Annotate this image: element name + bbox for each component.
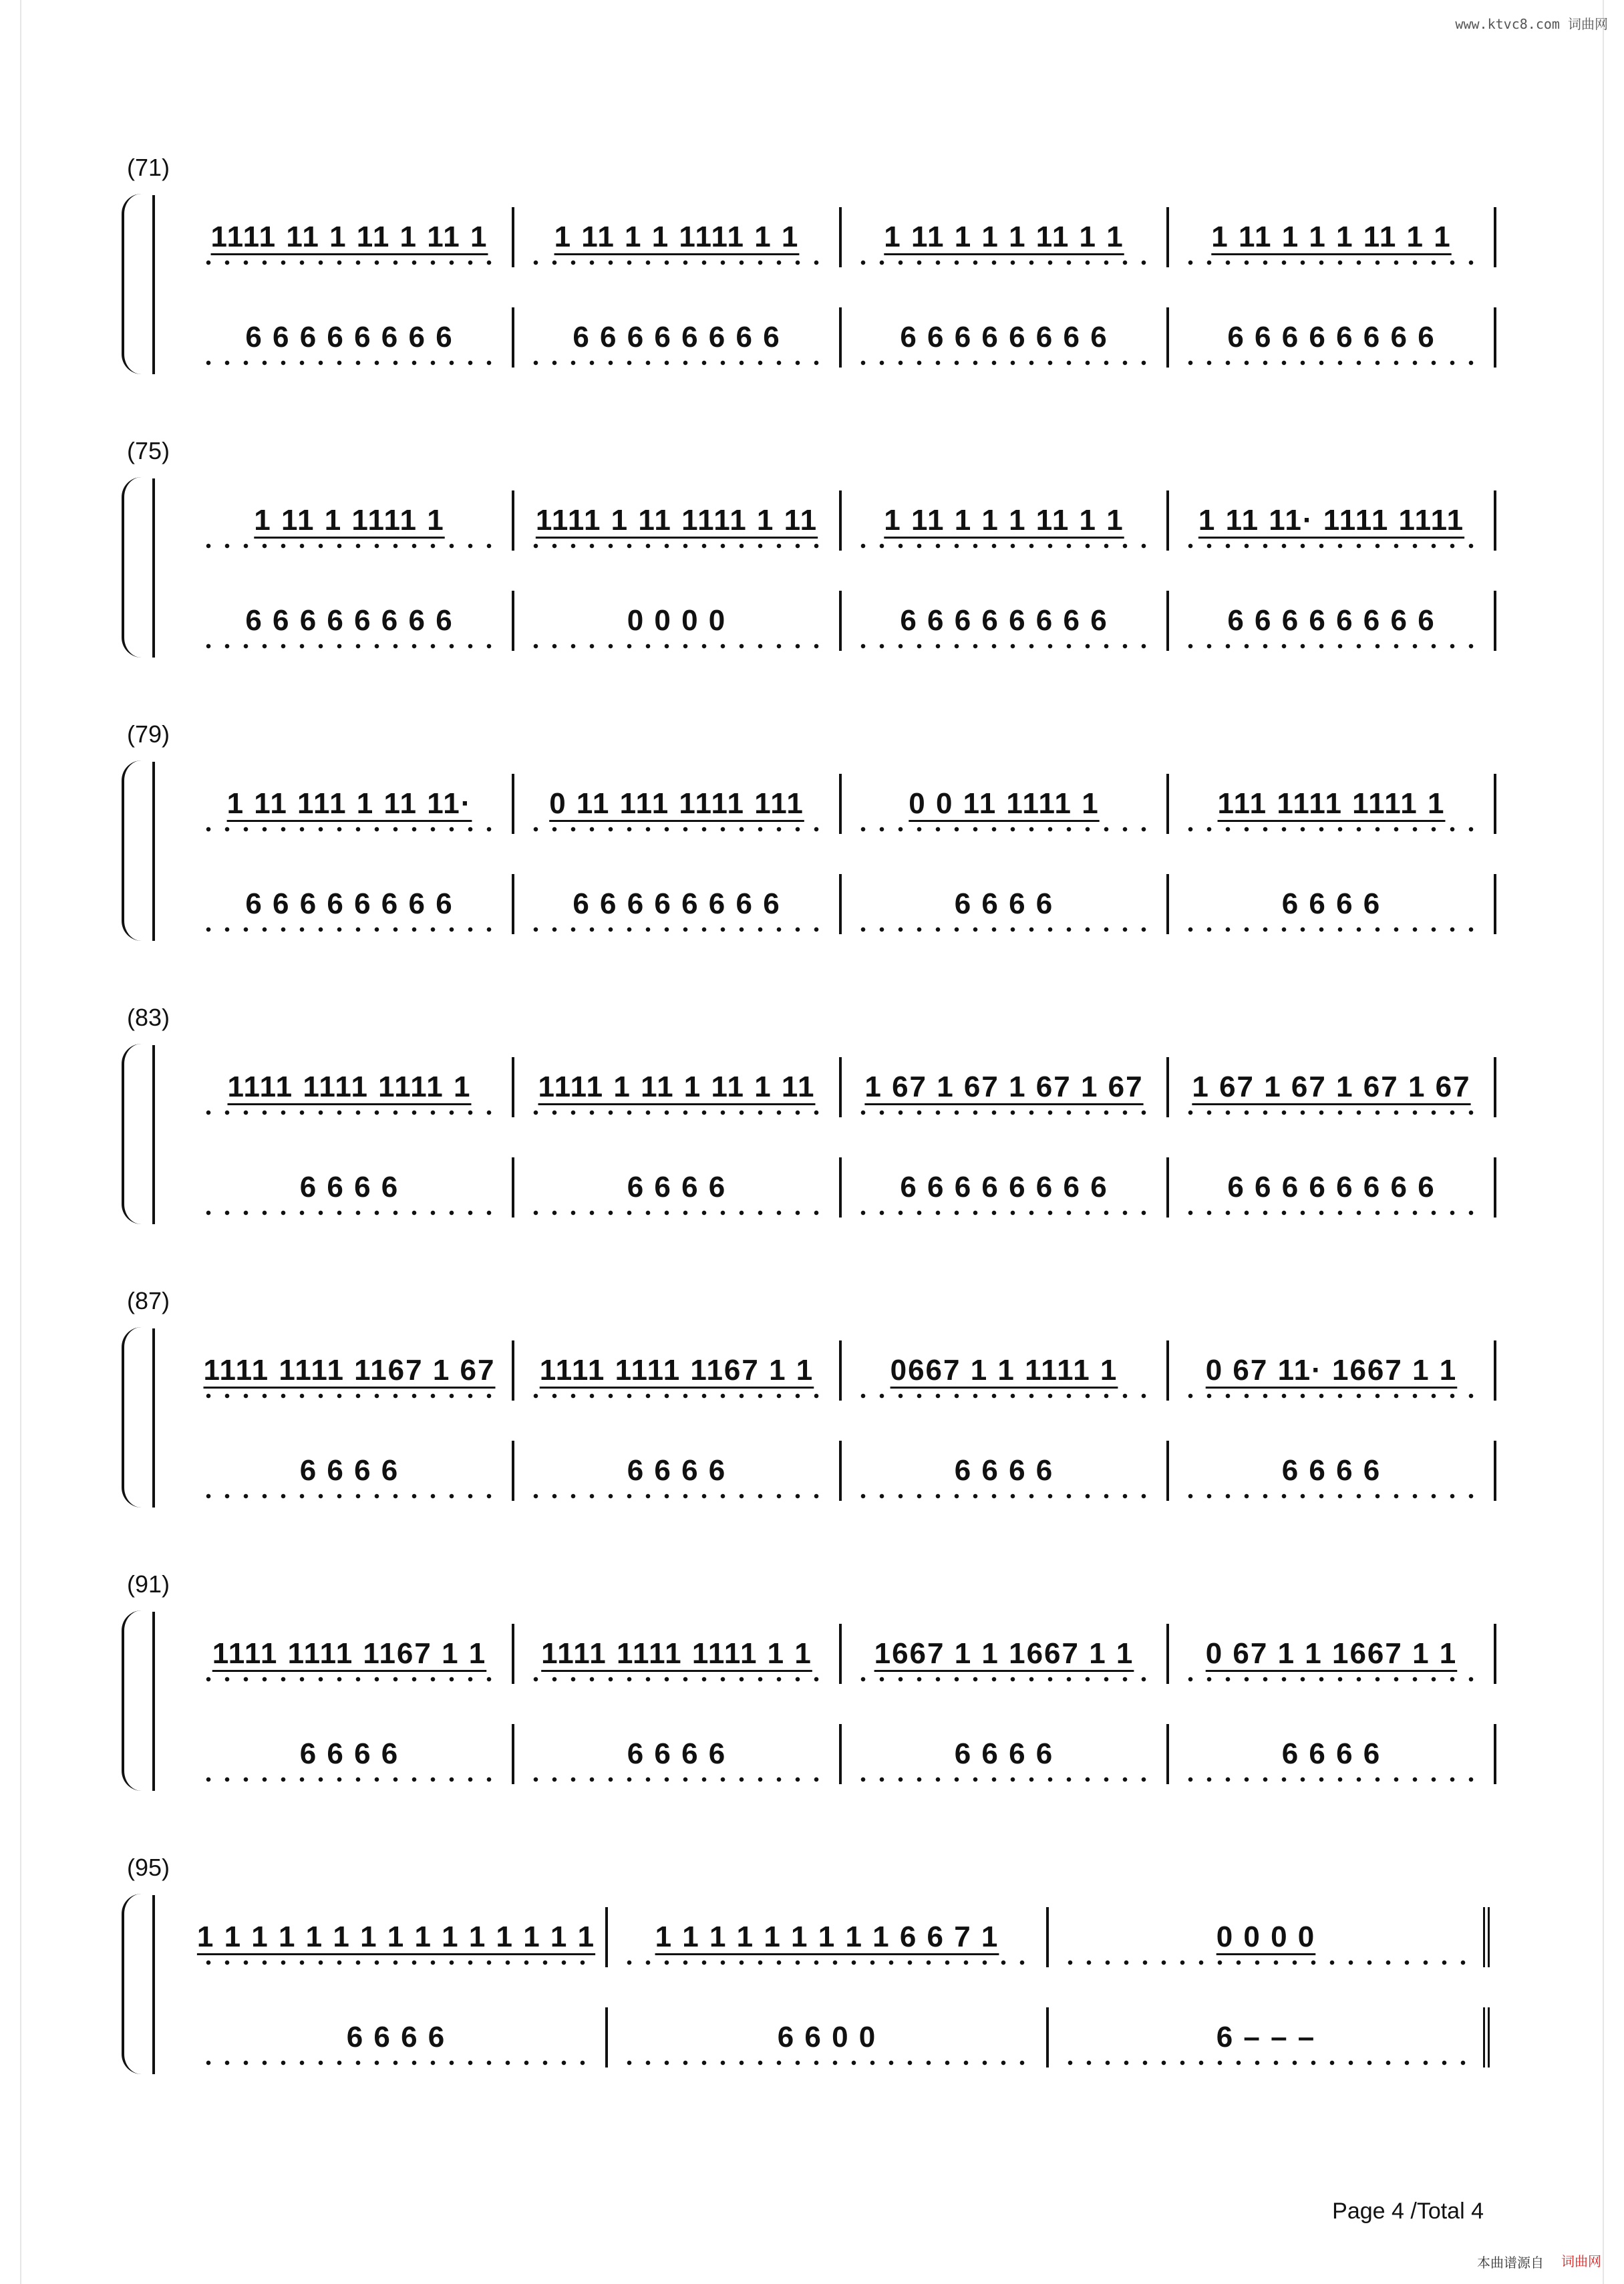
notes: 6 6 6 6 6 6 6 6: [245, 604, 454, 637]
measure: [608, 1907, 1049, 1967]
measure: [187, 1157, 514, 1218]
notes: 0 11 111 1111 111: [549, 787, 804, 820]
notes: 6 6 6 6 6 6 6 6: [900, 604, 1108, 637]
measure: [187, 591, 514, 651]
score-system: [127, 1570, 1503, 1791]
measure: [514, 1624, 842, 1684]
measure: [187, 207, 514, 267]
measure: [1169, 874, 1496, 934]
notes: 6 6 6 6: [1281, 887, 1382, 920]
octave-dots: [850, 259, 1158, 266]
octave-dots: [616, 2059, 1038, 2066]
measure: [842, 774, 1169, 834]
measure-number: (95): [127, 1854, 170, 1881]
notes: 6 6 6 6: [346, 2021, 446, 2053]
staff-brace: [122, 1044, 144, 1224]
notes: 6 6 6 6 6 6 6 6: [573, 321, 781, 353]
octave-dots: [850, 1676, 1158, 1683]
measure: [514, 1057, 842, 1117]
measure-number: (75): [127, 437, 170, 464]
staff-brace: [122, 760, 144, 941]
octave-dots: [850, 1493, 1158, 1500]
measure: [514, 874, 842, 934]
octave-dots: [522, 259, 831, 266]
lower-staff: [187, 307, 1496, 368]
octave-dots: [1177, 543, 1486, 549]
notes: 6 6 6 6: [299, 1737, 399, 1770]
notes: 1111 1111 1167 1 1: [212, 1637, 487, 1670]
measure: [514, 1441, 842, 1501]
octave-dots: [1057, 2059, 1475, 2066]
staff-brace: [122, 1327, 144, 1508]
measure: [842, 307, 1169, 368]
notes: 1 11 1 1111 1: [254, 504, 445, 537]
octave-dots: [850, 543, 1158, 549]
notes: 1111 1111 1111 1 1: [541, 1637, 812, 1670]
octave-dots: [1057, 1959, 1475, 1966]
measure-number: (87): [127, 1287, 170, 1314]
staff-brace: [122, 477, 144, 658]
notes: 0 0 11 1111 1: [909, 787, 1100, 820]
notes: 6 6 6 6 6 6 6 6: [1227, 604, 1436, 637]
notes: 0 67 1 1 1667 1 1: [1205, 1637, 1458, 1670]
notes: 6 6 6 6: [954, 1737, 1054, 1770]
notes: 6 6 6 6 6 6 6 6: [1227, 321, 1436, 353]
measure: [514, 1340, 842, 1401]
octave-dots: [522, 643, 831, 650]
octave-dots: [1177, 826, 1486, 833]
measure: [514, 774, 842, 834]
staff-brace: [122, 1610, 144, 1791]
octave-dots: [195, 826, 504, 833]
upper-staff: [187, 1057, 1496, 1117]
upper-staff: [187, 1624, 1496, 1684]
notes: 6 6 6 6 6 6 6 6: [573, 887, 781, 920]
system-barline-start: [152, 1328, 155, 1508]
notes: 6 6 6 6 6 6 6 6: [245, 887, 454, 920]
octave-dots: [195, 360, 504, 366]
notes: 0 67 11· 1667 1 1: [1205, 1354, 1458, 1387]
octave-dots: [850, 1109, 1158, 1116]
notes: 6 6 6 6 6 6 6 6: [245, 321, 454, 353]
notes: 6 6 6 6: [1281, 1737, 1382, 1770]
octave-dots: [195, 259, 504, 266]
notes: 1 67 1 67 1 67 1 67: [1192, 1070, 1471, 1103]
octave-dots: [616, 1959, 1038, 1966]
measure: [1049, 1907, 1490, 1967]
notes: 1111 1111 1111 1: [227, 1070, 472, 1103]
upper-staff: [187, 774, 1496, 834]
octave-dots: [850, 826, 1158, 833]
octave-dots: [1177, 643, 1486, 650]
octave-dots: [195, 643, 504, 650]
octave-dots: [850, 1393, 1158, 1399]
measure: [514, 591, 842, 651]
source-note: 本曲谱源自: [1477, 2256, 1544, 2271]
notes: 1 11 1 1 1 11 1 1: [884, 504, 1124, 537]
measure: [1169, 1057, 1496, 1117]
notes: 6 6 6 6: [954, 887, 1054, 920]
measure: [1169, 591, 1496, 651]
notes: 6 6 6 6: [299, 1454, 399, 1487]
system-barline-start: [152, 478, 155, 658]
measure: [1169, 1340, 1496, 1401]
lower-staff: [187, 1724, 1496, 1784]
score-system: [127, 1854, 1503, 2074]
upper-staff: [187, 490, 1496, 551]
measure: [842, 490, 1169, 551]
octave-dots: [1177, 1776, 1486, 1783]
system-barline-start: [152, 762, 155, 941]
notes: 6 6 6 6: [954, 1454, 1054, 1487]
octave-dots: [1177, 1209, 1486, 1216]
page-indicator: Page 4 /Total 4: [1332, 2198, 1484, 2224]
measure-number: (83): [127, 1004, 170, 1031]
measure: [187, 1441, 514, 1501]
measure: [842, 591, 1169, 651]
measure: [514, 207, 842, 267]
notes: 6 6 6 6: [627, 1737, 727, 1770]
measure: [1169, 207, 1496, 267]
score-system: [127, 720, 1503, 941]
octave-dots: [522, 360, 831, 366]
notes: 6 6 6 6: [627, 1454, 727, 1487]
notes: 6 6 6 6: [1281, 1454, 1382, 1487]
octave-dots: [522, 1393, 831, 1399]
upper-staff: [187, 207, 1496, 267]
measure: [187, 774, 514, 834]
upper-staff: [187, 1907, 1496, 1967]
notes: 1 1 1 1 1 1 1 1 1 1 1 1 1 1 1: [196, 1920, 596, 1953]
notes: 1 67 1 67 1 67 1 67: [864, 1070, 1144, 1103]
notes: 1 11 111 1 11 11·: [226, 787, 472, 820]
lower-staff: [187, 2007, 1496, 2067]
measure: [842, 207, 1169, 267]
measure: [842, 874, 1169, 934]
octave-dots: [1177, 926, 1486, 933]
notes: 0667 1 1 1111 1: [890, 1354, 1118, 1387]
octave-dots: [1177, 1393, 1486, 1399]
score-system: [127, 154, 1503, 374]
notes: 1 11 1 1 1 11 1 1: [1211, 221, 1452, 253]
octave-dots: [522, 926, 831, 933]
notes: 1 11 1 1 1 11 1 1: [884, 221, 1124, 253]
measure: [842, 1624, 1169, 1684]
octave-dots: [195, 1959, 597, 1966]
measure: [187, 307, 514, 368]
measure: [187, 874, 514, 934]
measure: [187, 1340, 514, 1401]
lower-staff: [187, 591, 1496, 651]
octave-dots: [195, 543, 504, 549]
system-barline-start: [152, 1045, 155, 1224]
measure: [1169, 1724, 1496, 1784]
measure: [514, 1157, 842, 1218]
measure: [514, 307, 842, 368]
notes: 1 11 11· 1111 1111: [1198, 504, 1465, 537]
octave-dots: [522, 543, 831, 549]
octave-dots: [1177, 1493, 1486, 1500]
octave-dots: [195, 2059, 597, 2066]
notes: 1667 1 1 1667 1 1: [874, 1637, 1134, 1670]
notes: 111 1111 1111 1: [1217, 787, 1446, 820]
octave-dots: [195, 1393, 504, 1399]
octave-dots: [522, 1676, 831, 1683]
measure: [1169, 307, 1496, 368]
octave-dots: [195, 1676, 504, 1683]
notes: 1111 1 11 1 11 1 11: [538, 1070, 816, 1103]
lower-staff: [187, 874, 1496, 934]
octave-dots: [195, 926, 504, 933]
notes: 1111 11 1 11 1 11 1: [210, 221, 488, 253]
notes: 0 0 0 0: [627, 604, 727, 637]
notes: 1 11 1 1 1111 1 1: [554, 221, 800, 253]
system-barline-start: [152, 195, 155, 374]
measure: [187, 1907, 608, 1967]
system-barline-start: [152, 1895, 155, 2074]
notes: 6 6 0 0: [777, 2021, 877, 2053]
notes: 1111 1 11 1111 1 11: [535, 504, 818, 537]
notes: 0 0 0 0: [1216, 1920, 1316, 1953]
score-system: [127, 1004, 1503, 1224]
octave-dots: [1177, 1109, 1486, 1116]
lower-staff: [187, 1157, 1496, 1218]
measure: [1169, 1157, 1496, 1218]
octave-dots: [850, 926, 1158, 933]
octave-dots: [1177, 259, 1486, 266]
octave-dots: [1177, 1676, 1486, 1683]
octave-dots: [850, 1776, 1158, 1783]
measure: [514, 1724, 842, 1784]
notes: 6 6 6 6 6 6 6 6: [900, 1171, 1108, 1203]
measure: [514, 490, 842, 551]
measure-number: (91): [127, 1570, 170, 1598]
system-barline-start: [152, 1612, 155, 1791]
measure: [842, 1441, 1169, 1501]
measure: [187, 1057, 514, 1117]
score-system: [127, 437, 1503, 658]
octave-dots: [850, 360, 1158, 366]
measure: [1049, 2007, 1490, 2067]
measure: [187, 490, 514, 551]
octave-dots: [850, 1209, 1158, 1216]
measure: [608, 2007, 1049, 2067]
notes: 6 6 6 6 6 6 6 6: [1227, 1171, 1436, 1203]
octave-dots: [522, 1209, 831, 1216]
lower-staff: [187, 1441, 1496, 1501]
measure: [842, 1340, 1169, 1401]
measure: [842, 1057, 1169, 1117]
notes: 1111 1111 1167 1 1: [539, 1354, 814, 1387]
measure-number: (71): [127, 154, 170, 181]
notes: 1111 1111 1167 1 67: [203, 1354, 496, 1387]
octave-dots: [195, 1493, 504, 1500]
notes: 6 6 6 6 6 6 6 6: [900, 321, 1108, 353]
score-system: [127, 1287, 1503, 1508]
measure: [1169, 1441, 1496, 1501]
measure: [187, 1724, 514, 1784]
upper-staff: [187, 1340, 1496, 1401]
measure: [187, 2007, 608, 2067]
octave-dots: [195, 1109, 504, 1116]
octave-dots: [1177, 360, 1486, 366]
measure: [187, 1624, 514, 1684]
octave-dots: [522, 1776, 831, 1783]
site-logo: 词曲网: [1561, 2255, 1601, 2269]
octave-dots: [195, 1776, 504, 1783]
measure: [1169, 490, 1496, 551]
octave-dots: [850, 643, 1158, 650]
measure: [842, 1724, 1169, 1784]
octave-dots: [522, 826, 831, 833]
octave-dots: [195, 1209, 504, 1216]
measure: [1169, 774, 1496, 834]
measure: [842, 1157, 1169, 1218]
octave-dots: [522, 1493, 831, 1500]
notes: 1 1 1 1 1 1 1 1 1 6 6 7 1: [655, 1920, 999, 1953]
measure: [1169, 1624, 1496, 1684]
notes: 6 6 6 6: [627, 1171, 727, 1203]
staff-brace: [122, 1894, 144, 2074]
header-url: www.ktvc8.com 词曲网: [1455, 16, 1608, 32]
octave-dots: [522, 1109, 831, 1116]
staff-brace: [122, 194, 144, 374]
notes: 6 6 6 6: [299, 1171, 399, 1203]
notes: 6 – – –: [1216, 2021, 1316, 2053]
measure-number: (79): [127, 720, 170, 748]
